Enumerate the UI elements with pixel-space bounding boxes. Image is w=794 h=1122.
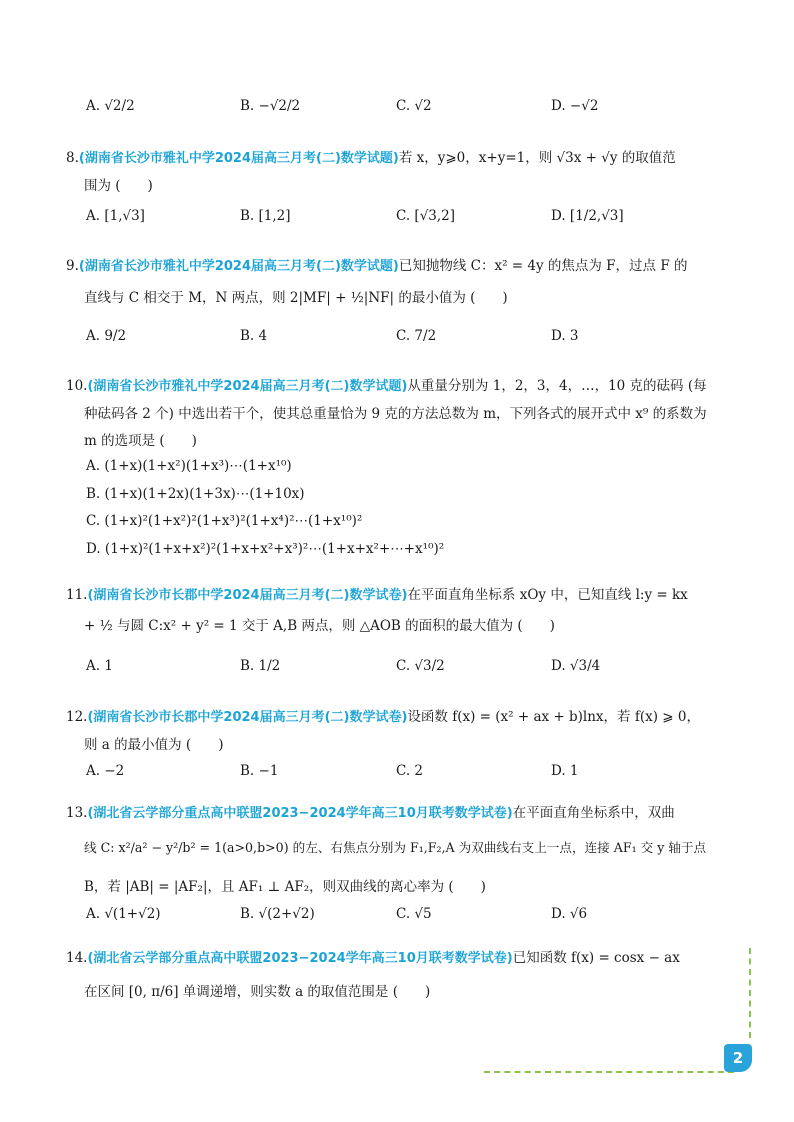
question-14 (66, 946, 680, 966)
question-13-line2: 线 C: x²/a² − y²/b² = 1(a>0,b>0) 的左、右焦点分别为 F₁,F₂,A 为双曲线右支上一点，连接 AF₁ 交 y 轴于点 (84, 840, 707, 855)
q10-option-d: D. (1+x)²(1+x+x²)²(1+x+x²+x³)²⋯(1+x+x²+⋯+x¹⁰)² (86, 541, 445, 557)
question-text: 已知抛物线 C：x² = 4y 的焦点为 F，过点 F 的 (398, 258, 688, 274)
question-source: (湖南省长沙市长郡中学2024届高三月考(二)数学试卷) (87, 710, 408, 725)
question-13-line3: B，若 |AB| = |AF₂|，且 AF₁ ⊥ AF₂，则双曲线的离心率为 ( ) (84, 879, 486, 895)
q8-option-d: D. [1/2,√3] (551, 208, 624, 224)
page-number-badge: 2 (724, 1044, 752, 1072)
q10-option-a: A. (1+x)(1+x²)(1+x³)⋯(1+x¹⁰) (86, 458, 292, 474)
q11-option-b: B. 1/2 (240, 658, 281, 674)
corner-dashed-vertical (749, 948, 751, 1038)
q11-option-d: D. √3/4 (551, 658, 601, 674)
question-12-line2: 则 a 的最小值为 ( ) (84, 737, 224, 753)
question-10-line2: 种砝码各 2 个) 中选出若干个，使其总重量恰为 9 克的方法总数为 m，下列各式的展开式中 x⁹ 的系数为 (84, 406, 707, 422)
question-text: 若 x，y⩾0，x+y=1，则 √3x + √y 的取值范 (398, 150, 676, 166)
question-source: (湖北省云学部分重点高中联盟2023−2024学年高三10月联考数学试卷) (87, 806, 513, 821)
question-text: 在平面直角坐标系中，双曲 (512, 805, 675, 821)
question-12 (66, 705, 700, 725)
q10-option-b: B. (1+x)(1+2x)(1+3x)⋯(1+10x) (86, 486, 305, 502)
question-11 (66, 583, 688, 603)
question-14-line2: 在区间 [0, π/6] 单调递增，则实数 a 的取值范围是 ( ) (84, 984, 431, 1000)
question-9-line2: 直线与 C 相交于 M，N 两点，则 2|MF| + ½|NF| 的最小值为 ( ) (84, 290, 508, 306)
question-text: 已知函数 f(x) = cosx − ax (512, 950, 680, 966)
question-number: 14. (66, 950, 88, 966)
q8-option-a: A. [1,√3] (86, 208, 145, 224)
q9-option-b: B. 4 (240, 328, 268, 344)
corner-dashed-horizontal (484, 1071, 734, 1073)
question-text: 从重量分别为 1，2，3，4，…，10 克的砝码 (每 (407, 378, 707, 394)
q12-option-c: C. 2 (396, 763, 424, 779)
question-number: 10. (66, 378, 88, 394)
question-text: 设函数 f(x) = (x² + ax + b)lnx，若 f(x) ⩾ 0， (407, 709, 700, 725)
question-13 (66, 801, 675, 821)
question-source: (湖南省长沙市雅礼中学2024届高三月考(二)数学试题) (78, 259, 399, 274)
question-11-line2: + ½ 与圆 C:x² + y² = 1 交于 A,B 两点，则 △AOB 的面积的最大值为 ( ) (84, 618, 555, 634)
question-source: (湖北省云学部分重点高中联盟2023−2024学年高三10月联考数学试卷) (87, 951, 513, 966)
question-source: (湖南省长沙市雅礼中学2024届高三月考(二)数学试题) (87, 379, 408, 394)
q9-option-d: D. 3 (551, 328, 579, 344)
q12-option-d: D. 1 (551, 763, 579, 779)
question-8-line2: 围为 ( ) (84, 178, 153, 194)
q9-option-c: C. 7/2 (396, 328, 437, 344)
question-10-line3: m 的选项是 ( ) (84, 433, 197, 449)
q8-option-c: C. [√3,2] (396, 208, 456, 224)
question-10 (66, 374, 707, 394)
q13-option-a: A. √(1+√2) (86, 906, 161, 922)
q11-option-a: A. 1 (86, 658, 113, 674)
question-source: (湖南省长沙市长郡中学2024届高三月考(二)数学试卷) (87, 588, 408, 603)
q8-option-b: B. [1,2] (240, 208, 291, 224)
q12-option-a: A. −2 (86, 763, 125, 779)
question-number: 8. (66, 150, 79, 166)
q11-option-c: C. √3/2 (396, 658, 445, 674)
q13-option-b: B. √(2+√2) (240, 906, 315, 922)
q10-option-c: C. (1+x)²(1+x²)²(1+x³)²(1+x⁴)²⋯(1+x¹⁰)² (86, 513, 363, 529)
q12-option-b: B. −1 (240, 763, 279, 779)
question-text: 在平面直角坐标系 xOy 中，已知直线 l:y = kx (407, 587, 688, 603)
question-9 (66, 254, 688, 274)
question-8 (66, 146, 676, 166)
question-number: 11. (66, 587, 88, 603)
q13-option-c: C. √5 (396, 906, 432, 922)
q7-option-d: D. −√2 (551, 98, 599, 114)
q7-option-b: B. −√2/2 (240, 98, 301, 114)
q7-option-c: C. √2 (396, 98, 432, 114)
question-number: 12. (66, 709, 88, 725)
q9-option-a: A. 9/2 (86, 328, 127, 344)
question-number: 9. (66, 258, 79, 274)
question-number: 13. (66, 805, 88, 821)
q7-option-a: A. √2/2 (86, 98, 135, 114)
q13-option-d: D. √6 (551, 906, 588, 922)
question-source: (湖南省长沙市雅礼中学2024届高三月考(二)数学试题) (78, 151, 399, 166)
